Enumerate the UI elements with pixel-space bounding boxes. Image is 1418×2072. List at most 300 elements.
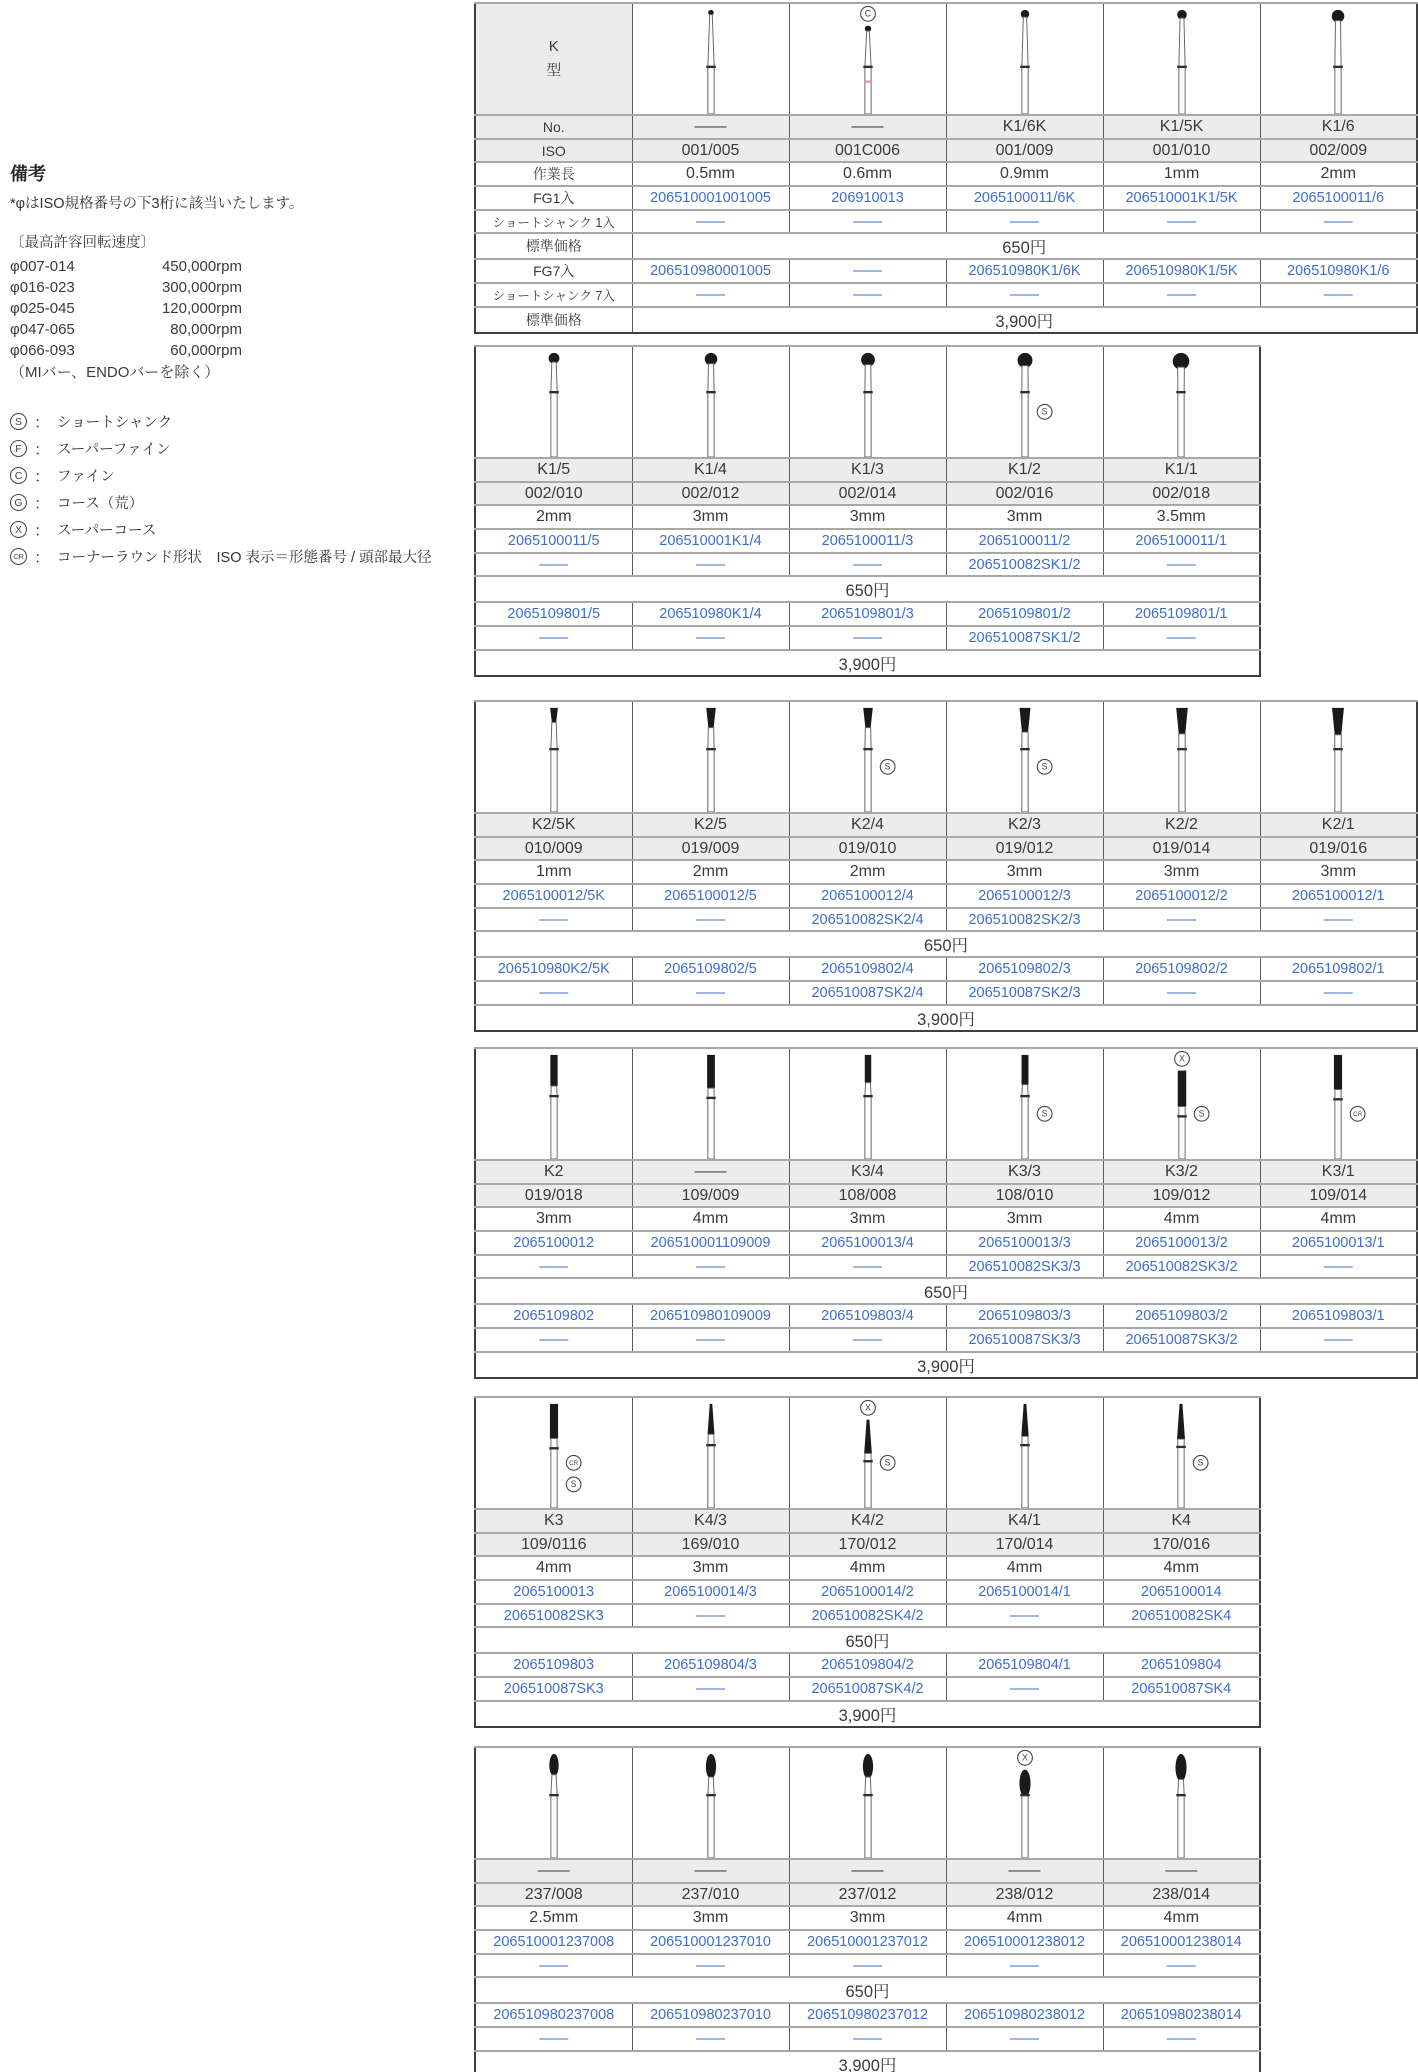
cell-iso: 109/0116 bbox=[475, 1533, 632, 1557]
cell-no: K3/1 bbox=[1260, 1160, 1417, 1184]
svg-text:S: S bbox=[1198, 1108, 1205, 1119]
bur-cyl-icon bbox=[828, 1049, 908, 1159]
cell-short1: 206510082SK3/2 bbox=[1103, 1255, 1260, 1279]
row-short7 bbox=[475, 283, 1417, 307]
bur-image-cell bbox=[475, 1397, 632, 1509]
row-short1 bbox=[475, 553, 1260, 577]
legend-item bbox=[10, 516, 470, 543]
cell-short7: 206510087SK4 bbox=[1103, 1677, 1260, 1701]
cell-short1: —— bbox=[632, 908, 789, 932]
cell-fg7: 2065109801/2 bbox=[946, 602, 1103, 626]
cell-short7: —— bbox=[632, 981, 789, 1005]
row-price bbox=[475, 931, 1417, 957]
bur-image-cell bbox=[1103, 1397, 1260, 1509]
cell-length: 3mm bbox=[789, 1207, 946, 1231]
cell-short1: —— bbox=[632, 210, 789, 234]
speed-row bbox=[10, 319, 242, 340]
row-price bbox=[475, 1701, 1260, 1727]
row-fg7 bbox=[475, 602, 1260, 626]
cell-short1: —— bbox=[1103, 908, 1260, 932]
cell-fg7: 206510980237008 bbox=[475, 2003, 632, 2027]
cell-length: 3.5mm bbox=[1103, 505, 1260, 529]
bur-image-row bbox=[475, 701, 1417, 813]
cell-no: —— bbox=[632, 115, 789, 139]
cell-fg1: 2065100013/1 bbox=[1260, 1231, 1417, 1255]
cell-fg7: 206510980001005 bbox=[632, 259, 789, 283]
cell-no: K4/3 bbox=[632, 1509, 789, 1533]
legend-label: コース（荒） bbox=[57, 496, 144, 512]
row-label-fg7: FG7入 bbox=[475, 259, 632, 283]
cell-fg7: 2065109801/1 bbox=[1103, 602, 1260, 626]
bur-image-cell bbox=[946, 3, 1103, 115]
bur-image-cell bbox=[1103, 1747, 1260, 1859]
cell-short1: —— bbox=[789, 553, 946, 577]
cell-length: 4mm bbox=[1260, 1207, 1417, 1231]
cell-short1: —— bbox=[946, 1604, 1103, 1628]
speed-range: φ007-014 bbox=[10, 258, 75, 275]
speed-note: （MIバー、ENDOバーを除く） bbox=[10, 364, 220, 381]
cell-short7: —— bbox=[789, 2027, 946, 2051]
cell-short1: —— bbox=[475, 1255, 632, 1279]
cell-iso: 019/014 bbox=[1103, 837, 1260, 861]
cell-fg1: 2065100011/6K bbox=[946, 186, 1103, 210]
row-price bbox=[475, 650, 1260, 676]
svg-text:S: S bbox=[1041, 1108, 1048, 1119]
type-label-k: K bbox=[548, 38, 559, 55]
row-no bbox=[475, 115, 1417, 139]
cell-fg7: 206510980238014 bbox=[1103, 2003, 1260, 2027]
cell-no: K4/1 bbox=[946, 1509, 1103, 1533]
row-length bbox=[475, 505, 1260, 529]
cell-fg1: 2065100011/6 bbox=[1260, 186, 1417, 210]
cell-length: 3mm bbox=[632, 1556, 789, 1580]
cell-fg7: 206510980238012 bbox=[946, 2003, 1103, 2027]
row-price bbox=[475, 1005, 1417, 1031]
bur-image-cell bbox=[632, 1048, 789, 1160]
cell-short7: —— bbox=[1103, 981, 1260, 1005]
cell-short1: —— bbox=[632, 1954, 789, 1978]
legend-label: ファイン bbox=[57, 469, 115, 485]
cell-length: 2.5mm bbox=[475, 1906, 632, 1930]
cell-short7: 206510087SK1/2 bbox=[946, 626, 1103, 650]
cell-fg7: 206510980K2/5K bbox=[475, 957, 632, 981]
row-price bbox=[475, 2051, 1260, 2072]
cell-length: 3mm bbox=[632, 1906, 789, 1930]
cell-short1: 206510082SK3/3 bbox=[946, 1255, 1103, 1279]
row-label-short7: ショートシャンク 7入 bbox=[475, 283, 632, 307]
row-short1 bbox=[475, 1604, 1260, 1628]
cell-fg7: 2065109801/3 bbox=[789, 602, 946, 626]
bur-image-cell bbox=[1260, 1048, 1417, 1160]
cell-fg1: 2065100012/5 bbox=[632, 884, 789, 908]
cell-iso: 019/016 bbox=[1260, 837, 1417, 861]
cell-iso: 108/010 bbox=[946, 1184, 1103, 1208]
bur-pear-icon bbox=[671, 1748, 751, 1858]
row-label-fg1: FG1入 bbox=[475, 186, 632, 210]
row-fg7 bbox=[475, 1653, 1260, 1677]
cell-iso: 237/010 bbox=[632, 1883, 789, 1907]
cell-fg1: 206510001001005 bbox=[632, 186, 789, 210]
cell-short1: 206510082SK2/4 bbox=[789, 908, 946, 932]
speed-rpm: 80,000rpm bbox=[170, 321, 242, 338]
price-cell: 650円 bbox=[475, 576, 1260, 602]
cell-fg1: 206510001238014 bbox=[1103, 1930, 1260, 1954]
price-cell: 650円 bbox=[475, 1627, 1260, 1653]
legend-label: スーパーファイン bbox=[57, 442, 171, 458]
mark-CR-icon: CR bbox=[10, 548, 27, 565]
bur-image-cell bbox=[946, 1747, 1103, 1859]
bur-image-cell bbox=[789, 701, 946, 813]
cell-short1: 206510082SK4 bbox=[1103, 1604, 1260, 1628]
row-iso bbox=[475, 1184, 1417, 1208]
row-label-price: 標準価格 bbox=[475, 233, 632, 259]
mark-S-icon: S bbox=[10, 413, 27, 430]
svg-text:CR: CR bbox=[1353, 1111, 1363, 1118]
cell-fg1: 2065100014/1 bbox=[946, 1580, 1103, 1604]
cell-no: K2/5K bbox=[475, 813, 632, 837]
product-table-1 bbox=[474, 2, 1418, 334]
cell-short7: —— bbox=[1260, 283, 1417, 307]
bur-pear-icon bbox=[1141, 1748, 1221, 1858]
cell-short1: —— bbox=[1260, 210, 1417, 234]
cell-length: 3mm bbox=[475, 1207, 632, 1231]
cell-length: 4mm bbox=[1103, 1906, 1260, 1930]
svg-text:S: S bbox=[1197, 1457, 1204, 1468]
row-iso bbox=[475, 139, 1417, 163]
price-cell: 650円 bbox=[475, 1977, 1260, 2003]
row-price bbox=[475, 576, 1260, 602]
cell-fg7: 2065109803/4 bbox=[789, 1304, 946, 1328]
row-price bbox=[475, 1352, 1417, 1378]
row-no bbox=[475, 458, 1260, 482]
svg-text:X: X bbox=[1178, 1053, 1185, 1064]
cell-short1: 206510082SK2/3 bbox=[946, 908, 1103, 932]
bur-ball-icon bbox=[985, 4, 1065, 114]
cell-fg7: 2065109802/2 bbox=[1103, 957, 1260, 981]
bur-image-cell bbox=[1103, 3, 1260, 115]
cell-fg7: 2065109802/3 bbox=[946, 957, 1103, 981]
svg-text:S: S bbox=[1041, 761, 1048, 772]
row-short7 bbox=[475, 1328, 1417, 1352]
cell-short1: —— bbox=[1103, 553, 1260, 577]
cell-fg1: 2065100013/3 bbox=[946, 1231, 1103, 1255]
cell-fg1: 206510001K1/4 bbox=[632, 529, 789, 553]
row-length bbox=[475, 1906, 1260, 1930]
bur-image-cell bbox=[1260, 701, 1417, 813]
bur-image-cell bbox=[1260, 3, 1417, 115]
cell-length: 0.9mm bbox=[946, 162, 1103, 186]
cell-no: K1/2 bbox=[946, 458, 1103, 482]
bur-invcone-icon bbox=[985, 702, 1065, 812]
bur-invcone-icon bbox=[828, 702, 908, 812]
price-cell: 650円 bbox=[632, 233, 1417, 259]
cell-short1: —— bbox=[1103, 210, 1260, 234]
cell-fg7: 206510980K1/5K bbox=[1103, 259, 1260, 283]
cell-fg7: 2065109804/1 bbox=[946, 1653, 1103, 1677]
cell-iso: 002/010 bbox=[475, 482, 632, 506]
svg-text:S: S bbox=[570, 1479, 577, 1490]
cell-iso: 001/005 bbox=[632, 139, 789, 163]
cell-short1: —— bbox=[475, 908, 632, 932]
cell-short7: 206510087SK3/2 bbox=[1103, 1328, 1260, 1352]
row-fg1 bbox=[475, 186, 1417, 210]
cell-fg7: 206510980K1/4 bbox=[632, 602, 789, 626]
cell-iso: 019/012 bbox=[946, 837, 1103, 861]
cell-length: 3mm bbox=[789, 1906, 946, 1930]
mark-F-icon: F bbox=[10, 440, 27, 457]
cell-short7: —— bbox=[789, 283, 946, 307]
cell-fg1: 206510001K1/5K bbox=[1103, 186, 1260, 210]
cell-no: —— bbox=[1103, 1859, 1260, 1883]
bur-ball-icon bbox=[1142, 4, 1222, 114]
bur-image-cell bbox=[946, 1397, 1103, 1509]
row-fg1 bbox=[475, 1930, 1260, 1954]
bur-image-cell bbox=[632, 1397, 789, 1509]
row-no bbox=[475, 1160, 1417, 1184]
speed-heading: 〔最高許容回転速度〕 bbox=[10, 235, 155, 251]
row-short1 bbox=[475, 908, 1417, 932]
bur-invcone-icon bbox=[671, 702, 751, 812]
cell-iso: 170/012 bbox=[789, 1533, 946, 1557]
bur-ball-icon bbox=[828, 4, 908, 114]
cell-no: K1/6 bbox=[1260, 115, 1417, 139]
row-short1 bbox=[475, 1255, 1417, 1279]
cell-iso: 169/010 bbox=[632, 1533, 789, 1557]
cell-length: 3mm bbox=[946, 1207, 1103, 1231]
bur-image-cell bbox=[946, 1048, 1103, 1160]
cell-no: —— bbox=[632, 1160, 789, 1184]
cell-iso: 001C006 bbox=[789, 139, 946, 163]
speed-row bbox=[10, 298, 242, 319]
svg-text:S: S bbox=[884, 1457, 891, 1468]
row-length bbox=[475, 1207, 1417, 1231]
row-label-no: No. bbox=[475, 115, 632, 139]
bur-image-cell bbox=[632, 701, 789, 813]
cell-length: 4mm bbox=[1103, 1556, 1260, 1580]
cell-no: —— bbox=[946, 1859, 1103, 1883]
cell-fg7: 2065109802/1 bbox=[1260, 957, 1417, 981]
remarks-subtitle: *φはISO規格番号の下3桁に該当いたします。 bbox=[10, 196, 304, 212]
cell-fg1: 2065100012/5K bbox=[475, 884, 632, 908]
price-cell: 3,900円 bbox=[475, 1005, 1417, 1031]
bur-ball-icon bbox=[671, 347, 751, 457]
cell-fg7: —— bbox=[789, 259, 946, 283]
row-short1 bbox=[475, 210, 1417, 234]
product-table-5 bbox=[474, 1396, 1261, 1728]
bur-image-cell bbox=[789, 346, 946, 458]
cell-short7: 206510087SK3 bbox=[475, 1677, 632, 1701]
cell-short7: —— bbox=[789, 626, 946, 650]
type-header-cell bbox=[475, 3, 632, 115]
cell-fg1: 2065100012 bbox=[475, 1231, 632, 1255]
cell-fg7: 2065109804/2 bbox=[789, 1653, 946, 1677]
bur-image-cell bbox=[789, 3, 946, 115]
bur-pear-icon bbox=[514, 1748, 594, 1858]
speed-rpm: 60,000rpm bbox=[170, 342, 242, 359]
cell-iso: 109/014 bbox=[1260, 1184, 1417, 1208]
cell-short1: 206510082SK1/2 bbox=[946, 553, 1103, 577]
cell-fg1: 206910013 bbox=[789, 186, 946, 210]
cell-length: 4mm bbox=[1103, 1207, 1260, 1231]
cell-iso: 019/009 bbox=[632, 837, 789, 861]
bur-invcone-icon bbox=[1142, 702, 1222, 812]
bur-image-cell bbox=[789, 1747, 946, 1859]
cell-fg7: 2065109803 bbox=[475, 1653, 632, 1677]
speed-row bbox=[10, 256, 242, 277]
cell-fg1: 2065100012/1 bbox=[1260, 884, 1417, 908]
cell-short7: —— bbox=[1103, 2027, 1260, 2051]
legend-label: スーパーコース bbox=[57, 523, 157, 539]
legend-label: ショートシャンク bbox=[57, 415, 173, 431]
bur-image-cell bbox=[475, 1048, 632, 1160]
cell-iso: 238/012 bbox=[946, 1883, 1103, 1907]
legend-colon: ： bbox=[34, 442, 51, 459]
speed-range: φ016-023 bbox=[10, 279, 75, 296]
cell-fg1: 206510001237010 bbox=[632, 1930, 789, 1954]
cell-no: K4 bbox=[1103, 1509, 1260, 1533]
bur-cyl-icon bbox=[1298, 1049, 1378, 1159]
bur-image-cell bbox=[632, 346, 789, 458]
speed-list bbox=[10, 256, 242, 361]
svg-text:X: X bbox=[1021, 1752, 1028, 1763]
price-cell: 3,900円 bbox=[632, 307, 1417, 333]
cell-iso: 237/008 bbox=[475, 1883, 632, 1907]
cell-no: K1/3 bbox=[789, 458, 946, 482]
cell-length: 4mm bbox=[475, 1556, 632, 1580]
mark-C-icon: C bbox=[10, 467, 27, 484]
cell-iso: 170/016 bbox=[1103, 1533, 1260, 1557]
cell-length: 3mm bbox=[1103, 860, 1260, 884]
cell-iso: 002/016 bbox=[946, 482, 1103, 506]
row-label-short1: ショートシャンク 1入 bbox=[475, 210, 632, 234]
row-no bbox=[475, 1859, 1260, 1883]
cell-short7: —— bbox=[632, 626, 789, 650]
cell-length: 4mm bbox=[946, 1906, 1103, 1930]
row-price bbox=[475, 307, 1417, 333]
legend-label: コーナーラウンド形状 ISO 表示＝形態番号 / 頭部最大径 bbox=[57, 550, 432, 566]
bur-image-cell bbox=[1103, 701, 1260, 813]
cell-length: 4mm bbox=[789, 1556, 946, 1580]
cell-fg1: 2065100012/4 bbox=[789, 884, 946, 908]
cell-no: K1/5K bbox=[1103, 115, 1260, 139]
bur-image-row bbox=[475, 1747, 1260, 1859]
cell-fg1: 2065100011/5 bbox=[475, 529, 632, 553]
cell-fg7: 206510980237010 bbox=[632, 2003, 789, 2027]
cell-short7: —— bbox=[632, 1328, 789, 1352]
row-short1 bbox=[475, 1954, 1260, 1978]
legend-item bbox=[10, 462, 470, 489]
bur-taper-icon bbox=[671, 1398, 751, 1508]
cell-no: K4/2 bbox=[789, 1509, 946, 1533]
row-iso bbox=[475, 837, 1417, 861]
cell-fg1: 2065100014/3 bbox=[632, 1580, 789, 1604]
cell-short7: —— bbox=[1103, 283, 1260, 307]
row-iso bbox=[475, 1533, 1260, 1557]
bur-ball-icon bbox=[671, 4, 751, 114]
cell-iso: 109/012 bbox=[1103, 1184, 1260, 1208]
cell-no: K2/3 bbox=[946, 813, 1103, 837]
legend-colon: ： bbox=[34, 523, 51, 540]
cell-iso: 019/010 bbox=[789, 837, 946, 861]
cell-fg7: 2065109801/5 bbox=[475, 602, 632, 626]
svg-text:S: S bbox=[884, 761, 891, 772]
row-fg1 bbox=[475, 529, 1260, 553]
cell-no: —— bbox=[632, 1859, 789, 1883]
speed-range: φ025-045 bbox=[10, 300, 75, 317]
row-price bbox=[475, 1278, 1417, 1304]
product-table-4 bbox=[474, 1047, 1418, 1379]
bur-invcone-icon bbox=[1298, 702, 1378, 812]
row-price bbox=[475, 1627, 1260, 1653]
cell-short7: —— bbox=[1260, 981, 1417, 1005]
row-iso bbox=[475, 1883, 1260, 1907]
price-cell: 650円 bbox=[475, 1278, 1417, 1304]
cell-fg7: 2065109804/3 bbox=[632, 1653, 789, 1677]
cell-no: K1/5 bbox=[475, 458, 632, 482]
cell-no: K1/1 bbox=[1103, 458, 1260, 482]
cell-no: K3/4 bbox=[789, 1160, 946, 1184]
speed-rpm: 450,000rpm bbox=[161, 258, 242, 275]
speed-row bbox=[10, 340, 242, 361]
row-iso bbox=[475, 482, 1260, 506]
cell-fg1: 206510001237008 bbox=[475, 1930, 632, 1954]
bur-invcone-icon bbox=[514, 702, 594, 812]
legend-colon: ： bbox=[34, 415, 51, 432]
cell-fg1: 2065100014 bbox=[1103, 1580, 1260, 1604]
cell-short7: —— bbox=[475, 1328, 632, 1352]
cell-fg1: 2065100014/2 bbox=[789, 1580, 946, 1604]
speed-range: φ047-065 bbox=[10, 321, 75, 338]
cell-short7: 206510087SK3/3 bbox=[946, 1328, 1103, 1352]
legend-item bbox=[10, 435, 470, 462]
legend-colon: ： bbox=[34, 550, 51, 567]
bur-cyl-icon bbox=[1142, 1049, 1222, 1159]
cell-short1: —— bbox=[475, 553, 632, 577]
row-label-price: 標準価格 bbox=[475, 307, 632, 333]
cell-short7: —— bbox=[946, 2027, 1103, 2051]
cell-short7: —— bbox=[946, 283, 1103, 307]
cell-fg1: 2065100011/2 bbox=[946, 529, 1103, 553]
cell-iso: 109/009 bbox=[632, 1184, 789, 1208]
cell-iso: 170/014 bbox=[946, 1533, 1103, 1557]
legend-colon: ： bbox=[34, 469, 51, 486]
bur-image-cell bbox=[789, 1048, 946, 1160]
cell-iso: 019/018 bbox=[475, 1184, 632, 1208]
cell-short1: —— bbox=[789, 210, 946, 234]
cell-short7: —— bbox=[475, 626, 632, 650]
svg-text:CR: CR bbox=[568, 1460, 579, 1467]
cell-length: 3mm bbox=[946, 860, 1103, 884]
row-fg1 bbox=[475, 1231, 1417, 1255]
cell-short1: —— bbox=[789, 1954, 946, 1978]
bur-taper-icon bbox=[1141, 1398, 1221, 1508]
cell-fg7: 206510980237012 bbox=[789, 2003, 946, 2027]
cell-iso: 001/010 bbox=[1103, 139, 1260, 163]
legend-item bbox=[10, 489, 470, 516]
bur-cyl-icon bbox=[985, 1049, 1065, 1159]
cell-fg1: 2065100013/2 bbox=[1103, 1231, 1260, 1255]
price-cell: 650円 bbox=[475, 931, 1417, 957]
cell-short1: —— bbox=[946, 210, 1103, 234]
row-no bbox=[475, 1509, 1260, 1533]
speed-rpm: 300,000rpm bbox=[161, 279, 242, 296]
cell-fg7: 206510980K1/6 bbox=[1260, 259, 1417, 283]
cell-short1: —— bbox=[475, 1954, 632, 1978]
cell-length: 3mm bbox=[1260, 860, 1417, 884]
cell-short7: —— bbox=[1260, 1328, 1417, 1352]
product-table-2 bbox=[474, 345, 1261, 677]
cell-no: K2/4 bbox=[789, 813, 946, 837]
